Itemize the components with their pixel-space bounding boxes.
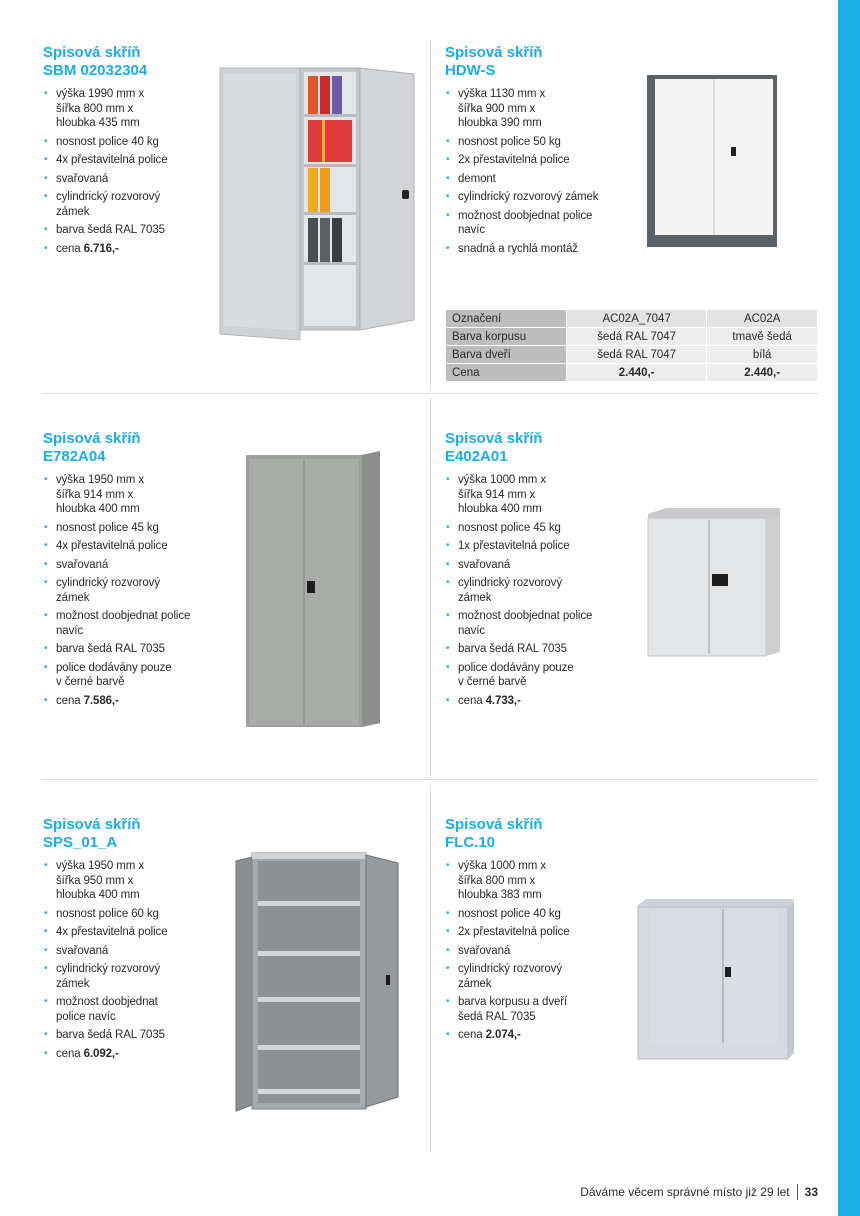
page-footer: [580, 1184, 818, 1200]
cabinet-sbm-image: [218, 64, 418, 342]
price-item: • cena 2.074,-: [445, 1028, 630, 1043]
table-row: Barva dveří šedá RAL 7047 bílá: [446, 346, 818, 364]
price: 6.716,-: [83, 242, 119, 255]
spec-item: • 4x přestavitelná police: [43, 925, 218, 940]
price-item: • cena 7.586,-: [43, 694, 218, 709]
spec-item: • barva šedá RAL 7035: [445, 642, 630, 657]
spec-item: • 4x přestavitelná police: [43, 539, 218, 554]
column-divider: [430, 398, 431, 778]
spec-item: • barva korpusu a dveří šedá RAL 7035: [445, 995, 630, 1024]
product-e402a01: [445, 430, 630, 712]
row-divider: [42, 393, 818, 394]
spec-list: [43, 859, 218, 1061]
spec-item: • cylindrický rozvorový zámek: [445, 576, 630, 605]
cabinet-e782a04-image: [244, 449, 384, 729]
product-title: Spisová skříň SBM 02032304: [43, 44, 148, 79]
price: 7.586,-: [83, 694, 119, 707]
spec-item: • cylindrický rozvorový zámek: [445, 962, 630, 991]
variant-table: [445, 309, 818, 382]
product-title: Spisová skříň SPS_01_A: [43, 816, 141, 851]
page-number: 33: [804, 1185, 818, 1199]
cabinet-flc-10-image: [636, 897, 798, 1061]
spec-item: • police dodávány pouze v černé barvě: [43, 661, 218, 690]
spec-item: • výška 1950 mm x šířka 914 mm x hloubka 400 mm: [43, 473, 218, 517]
cabinet-e402a01-image: [646, 508, 782, 660]
spec-item: • barva šedá RAL 7035: [43, 223, 218, 238]
footer-slogan: Dáváme věcem správné místo již 29 let: [580, 1185, 790, 1199]
table-row: Cena 2.440,- 2.440,-: [446, 364, 818, 382]
spec-item: • cylindrický rozvorový zámek: [43, 576, 218, 605]
spec-item: • výška 1990 mm x šířka 800 mm x hloubka 435 mm: [43, 87, 218, 131]
product-sbm-02032304: [43, 44, 218, 260]
spec-item: • barva šedá RAL 7035: [43, 1028, 218, 1043]
spec-item: • výška 1000 mm x šířka 800 mm x hloubka 383 mm: [445, 859, 630, 903]
row-divider: [42, 779, 818, 780]
spec-list: [445, 87, 630, 256]
product-title: Spisová skříň E782A04: [43, 430, 141, 465]
spec-item: • výška 1000 mm x šířka 914 mm x hloubka 400 mm: [445, 473, 630, 517]
spec-list: [43, 473, 218, 708]
spec-item: • cylindrický rozvorový zámek: [43, 962, 218, 991]
spec-item: • výška 1950 mm x šířka 950 mm x hloubka 400 mm: [43, 859, 218, 903]
spec-item: • police dodávány pouze v černé barvě: [445, 661, 630, 690]
product-e782a04: [43, 430, 218, 712]
table-row: Označení AC02A_7047 AC02A: [446, 310, 818, 328]
spec-item: • možnost doobjednat police navíc: [43, 609, 218, 638]
spec-item: • možnost doobjednat police navíc: [445, 209, 630, 238]
spec-item: • možnost doobjednat police navíc: [43, 995, 218, 1024]
spec-item: • nosnost police 40 kg: [43, 135, 218, 150]
spec-item: • nosnost police 40 kg: [445, 907, 630, 922]
price-item: • cena 4.733,-: [445, 694, 630, 709]
spec-item: • 1x přestavitelná police: [445, 539, 630, 554]
cabinet-sps-01-a-image: [234, 849, 406, 1115]
product-hdw-s: [445, 44, 630, 260]
spec-item: • snadná a rychlá montáž: [445, 242, 630, 257]
price: 2.074,-: [485, 1029, 521, 1041]
spec-item: • výška 1130 mm x šířka 900 mm x hloubka 390 mm: [445, 87, 630, 131]
accent-side-bar: [838, 0, 860, 1216]
spec-item: • nosnost police 45 kg: [43, 521, 218, 536]
spec-list: [445, 859, 630, 1043]
spec-item: • 4x přestavitelná police: [43, 153, 218, 168]
footer-separator: [797, 1184, 798, 1200]
spec-item: • 2x přestavitelná police: [445, 153, 630, 168]
price: 4.733,-: [485, 694, 521, 707]
spec-item: • cylindrický rozvorový zámek: [43, 190, 218, 219]
spec-item: • cylindrický rozvorový zámek: [445, 190, 630, 205]
price-item: • cena 6.716,-: [43, 242, 218, 257]
spec-list: [445, 473, 630, 708]
spec-item: • 2x přestavitelná police: [445, 925, 630, 940]
spec-item: • svařovaná: [43, 944, 218, 959]
table-row: Barva korpusu šedá RAL 7047 tmavě šedá: [446, 328, 818, 346]
spec-item: • možnost doobjednat police navíc: [445, 609, 630, 638]
cabinet-hdw-s-image: [645, 73, 779, 249]
price: 6.092,-: [83, 1047, 119, 1060]
spec-item: • demont: [445, 172, 630, 187]
spec-item: • svařovaná: [43, 172, 218, 187]
spec-item: • nosnost police 60 kg: [43, 907, 218, 922]
price-item: • cena 6.092,-: [43, 1047, 218, 1062]
product-title: Spisová skříň FLC.10: [445, 816, 543, 851]
product-flc-10: [445, 816, 630, 1047]
spec-item: • barva šedá RAL 7035: [43, 642, 218, 657]
column-divider: [430, 786, 431, 1152]
spec-item: • svařovaná: [43, 558, 218, 573]
column-divider: [430, 40, 431, 390]
spec-item: • svařovaná: [445, 558, 630, 573]
product-sps-01-a: [43, 816, 218, 1065]
product-title: Spisová skříň HDW-S: [445, 44, 543, 79]
spec-item: • svařovaná: [445, 944, 630, 959]
spec-item: • nosnost police 50 kg: [445, 135, 630, 150]
spec-item: • nosnost police 45 kg: [445, 521, 630, 536]
product-title: Spisová skříň E402A01: [445, 430, 543, 465]
spec-list: [43, 87, 218, 256]
